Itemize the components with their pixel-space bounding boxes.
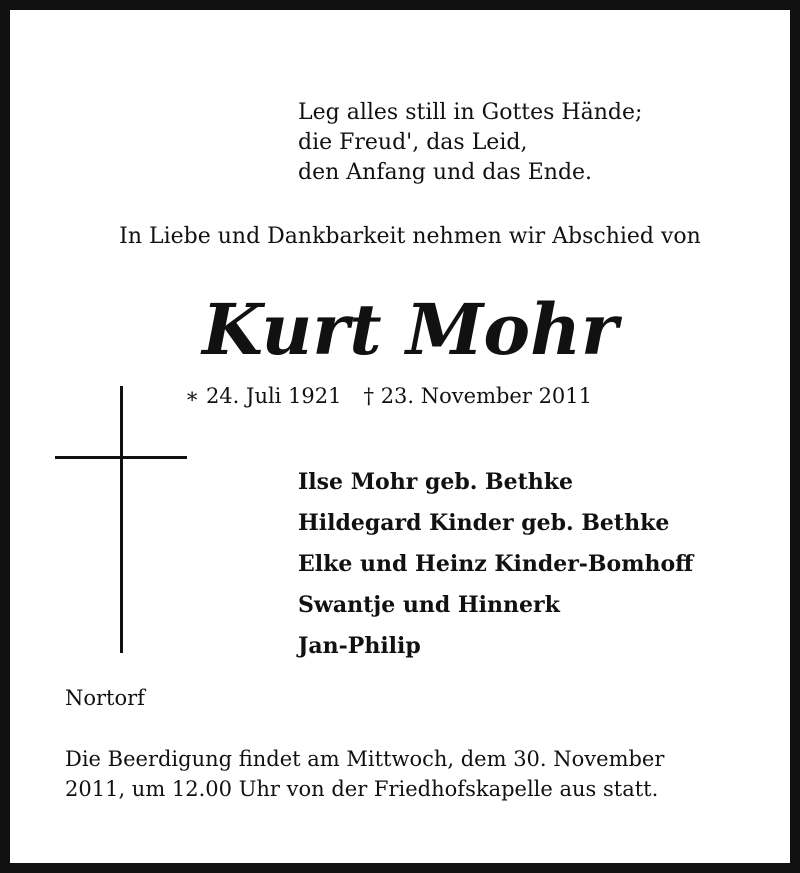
mourners-list: [298, 462, 693, 667]
funeral-notice: [65, 744, 664, 804]
intro-text: In Liebe und Dankbarkeit nehmen wir Abschied von: [119, 224, 701, 249]
death-date: † 23. November 2011: [363, 384, 593, 408]
funeral-line: 2011, um 12.00 Uhr von der Friedhofskapelle aus statt.: [65, 777, 659, 801]
poem-line: die Freud', das Leid,: [298, 130, 528, 155]
mourner: Ilse Mohr geb. Bethke: [298, 469, 574, 495]
mourner: Hildegard Kinder geb. Bethke: [298, 510, 670, 536]
mourner: Elke und Heinz Kinder-Bomhoff: [298, 551, 694, 577]
birth-date: ∗ 24. Juli 1921: [185, 384, 342, 408]
deceased-name: Kurt Mohr: [202, 288, 618, 371]
poem-line: den Anfang und das Ende.: [298, 160, 593, 185]
place-name: Nortorf: [65, 686, 145, 710]
cross-vertical-bar: [120, 386, 123, 653]
cross-horizontal-bar: [55, 456, 187, 459]
poem: [298, 98, 642, 188]
poem-line: Leg alles still in Gottes Hände;: [298, 100, 643, 125]
mourner: Jan-Philip: [298, 633, 421, 659]
funeral-line: Die Beerdigung findet am Mittwoch, dem 30. November: [65, 747, 665, 771]
mourner: Swantje und Hinnerk: [298, 592, 560, 618]
life-dates: [185, 384, 614, 408]
